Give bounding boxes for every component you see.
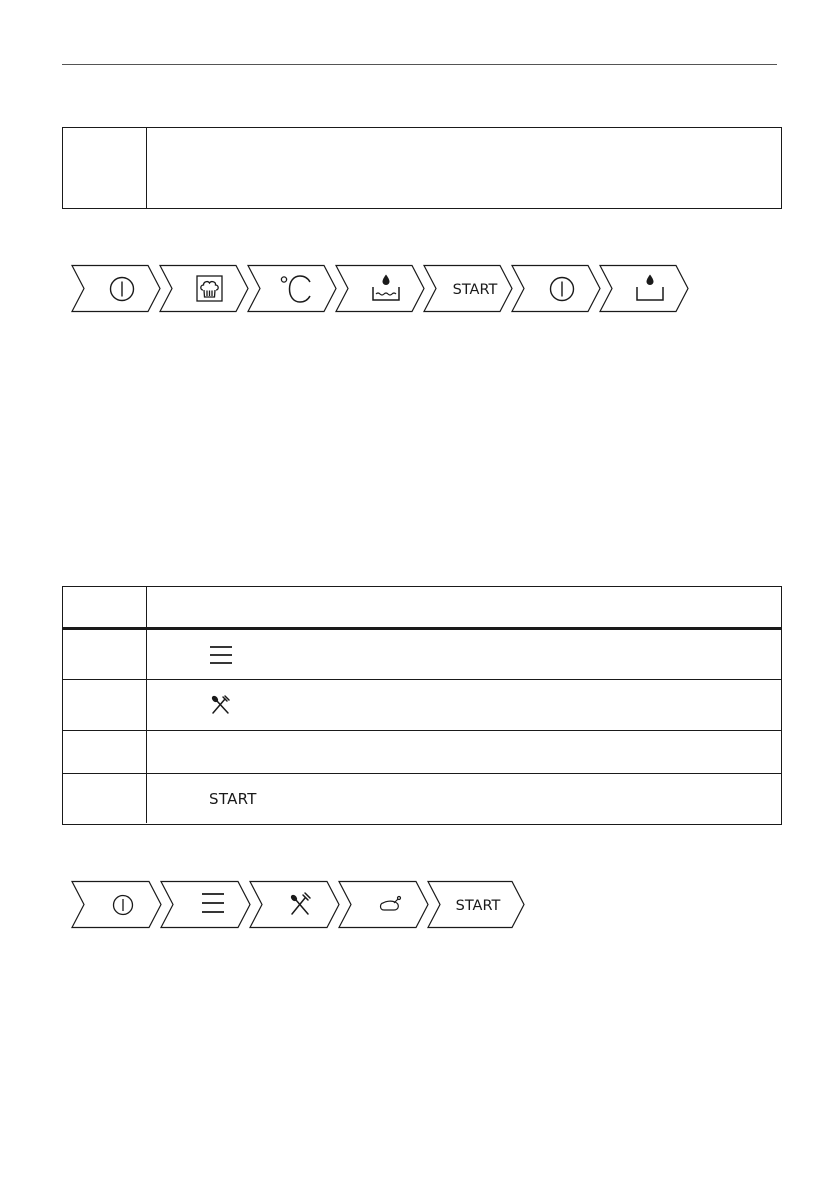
- table-row: [63, 128, 781, 208]
- step-description-cell: [147, 731, 781, 773]
- sequence-step-2: [161, 882, 250, 928]
- sequence-step-4: [336, 266, 424, 312]
- step-number-cell: [63, 731, 147, 773]
- header-rule: [62, 64, 777, 65]
- sequence-step-3: [250, 882, 339, 928]
- table-row: [63, 629, 781, 679]
- cutlery-icon: [290, 893, 310, 914]
- table-header-row: [63, 587, 781, 629]
- sequence-1: [72, 265, 698, 312]
- step-description-cell: [147, 630, 781, 679]
- step-number-cell: [63, 128, 147, 208]
- power-icon: [111, 278, 134, 301]
- sequence-step-7: [600, 266, 688, 312]
- cutlery-icon: [209, 694, 233, 716]
- power-icon: [114, 896, 133, 915]
- sequence-2: [72, 881, 524, 928]
- step-description-cell: [147, 680, 781, 730]
- step-table-1: [62, 127, 782, 209]
- table-row: [63, 773, 781, 823]
- celsius-icon: [281, 276, 310, 302]
- power-icon: [551, 278, 574, 301]
- poultry-icon: [381, 897, 401, 911]
- water-tank-icon: [373, 275, 399, 301]
- sequence-step-1: [72, 266, 160, 312]
- step-table-2: [62, 586, 782, 825]
- step-description-cell: [147, 774, 781, 823]
- sequence-step-1: [72, 882, 161, 928]
- sequence-step-2: [160, 266, 248, 312]
- sequence-step-6: [512, 266, 600, 312]
- step-number-cell: [63, 774, 147, 823]
- steam-oven-icon: [197, 276, 222, 301]
- sequence-step-3: [248, 266, 336, 312]
- menu-icon: [202, 894, 224, 912]
- header-step-cell: [63, 587, 147, 627]
- start-label: START: [455, 898, 501, 914]
- table-row: [63, 679, 781, 730]
- start-label: START: [209, 789, 257, 808]
- header-action-cell: [147, 587, 781, 627]
- empty-tank-icon: [637, 275, 663, 301]
- step-number-cell: [63, 680, 147, 730]
- start-label: START: [452, 282, 498, 298]
- step-number-cell: [63, 630, 147, 679]
- menu-icon: [209, 644, 235, 666]
- step-description-cell: [147, 128, 781, 208]
- sequence-step-4: [339, 882, 428, 928]
- table-row: [63, 730, 781, 773]
